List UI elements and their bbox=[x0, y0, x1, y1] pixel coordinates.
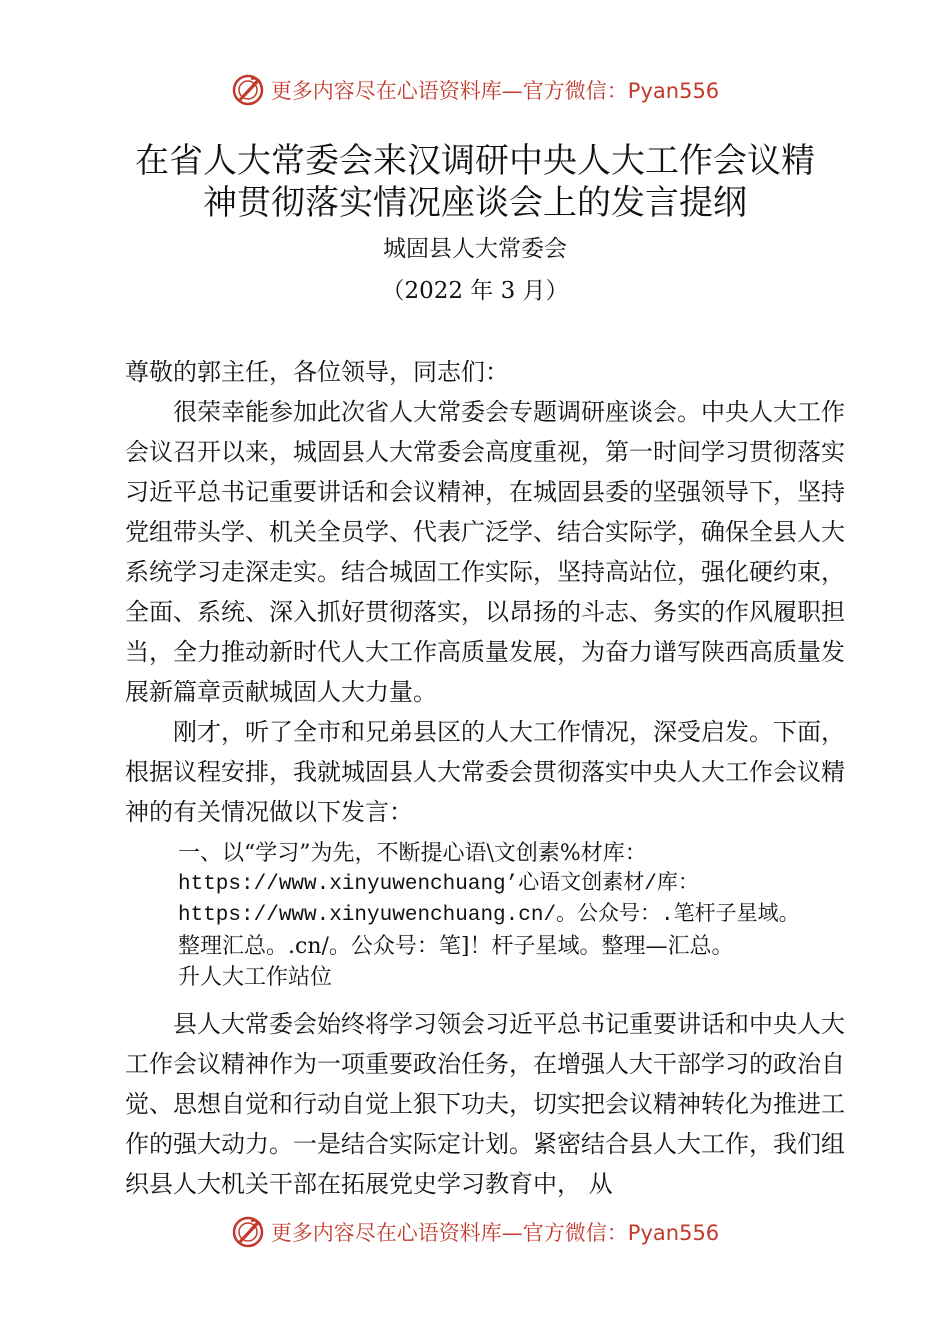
paragraph-3: 县人大常委会始终将学习领会习近平总书记重要讲话和中央人大工作会议精神作为一项重要政治任务，在增强人大干部学习的政治自觉、思想自觉和行动自觉上狠下功夫，切实把会议精神转化为推进工作的强大动力。一是结合实际定计划。紧密结合县人大工作，我们组织县人大机关干部在拓展党史学习教育中， 从 bbox=[125, 1010, 845, 1198]
section-1-line-1: 一、以“学习”为先，不断提心语\文创素%材库： bbox=[178, 841, 647, 866]
section-1-heading bbox=[178, 838, 878, 993]
watermark-text: 更多内容尽在心语资料库—官方微信：Pyan556 bbox=[270, 1221, 720, 1245]
quill-logo-icon bbox=[231, 73, 265, 107]
section-1-line-5: 升人大工作站位 bbox=[178, 965, 333, 990]
paragraph-2: 刚才，听了全市和兄弟县区的人大工作情况，深受启发。下面，根据议程安排，我就城固县人大常委会贯彻落实中央人大工作会议精神的有关情况做以下发言： bbox=[125, 718, 845, 826]
title-line-2: 神贯彻落实情况座谈会上的发言提纲 bbox=[203, 183, 747, 223]
section-1-line-3: https://www.xinyuwenchuang.cn/。公众号：.笔杆子星域。 bbox=[178, 904, 800, 927]
quill-logo-icon bbox=[231, 1215, 265, 1249]
salutation: 尊敬的郭主任，各位领导，同志们： bbox=[125, 358, 509, 386]
paragraph-1: 很荣幸能参加此次省人大常委会专题调研座谈会。中央人大工作会议召开以来，城固县人大常委会高度重视，第一时间学习贯彻落实习近平总书记重要讲话和会议精神，在城固县委的坚强领导下，坚持党组带头学、机关全员学、代表广泛学、结合实际学，确保全县人大系统学习走深走实。结合城固工作实际，坚持高站位，强化硬约束，全面、系统、深入抓好贯彻落实，以昂扬的斗志、务实的作风履职担当，全力推动新时代人大工作高质量发展，为奋力谱写陕西高质量发展新篇章贡献城固人大力量。 bbox=[125, 398, 845, 706]
section-1-line-4: 整理汇总。.cn/。公众号：笔]！杆子星域。整理—汇总。 bbox=[178, 934, 734, 959]
organization: 城固县人大常委会 bbox=[383, 236, 567, 262]
paragraph-3-container bbox=[125, 1004, 845, 1204]
watermark-text: 更多内容尽在心语资料库—官方微信：Pyan556 bbox=[270, 79, 720, 103]
document-date: （2022 年 3 月） bbox=[381, 278, 569, 304]
title-line-1: 在省人大常委会来汉调研中央人大工作会议精 bbox=[135, 141, 815, 181]
paragraph-2-container bbox=[125, 712, 845, 832]
paragraph-1-container bbox=[125, 392, 845, 712]
document-title bbox=[60, 140, 890, 224]
watermark-banner-bottom bbox=[0, 1212, 950, 1252]
watermark-banner-top bbox=[0, 70, 950, 110]
section-1-line-2: https://www.xinyuwenchuang’心语文创素材/库： bbox=[178, 873, 699, 896]
